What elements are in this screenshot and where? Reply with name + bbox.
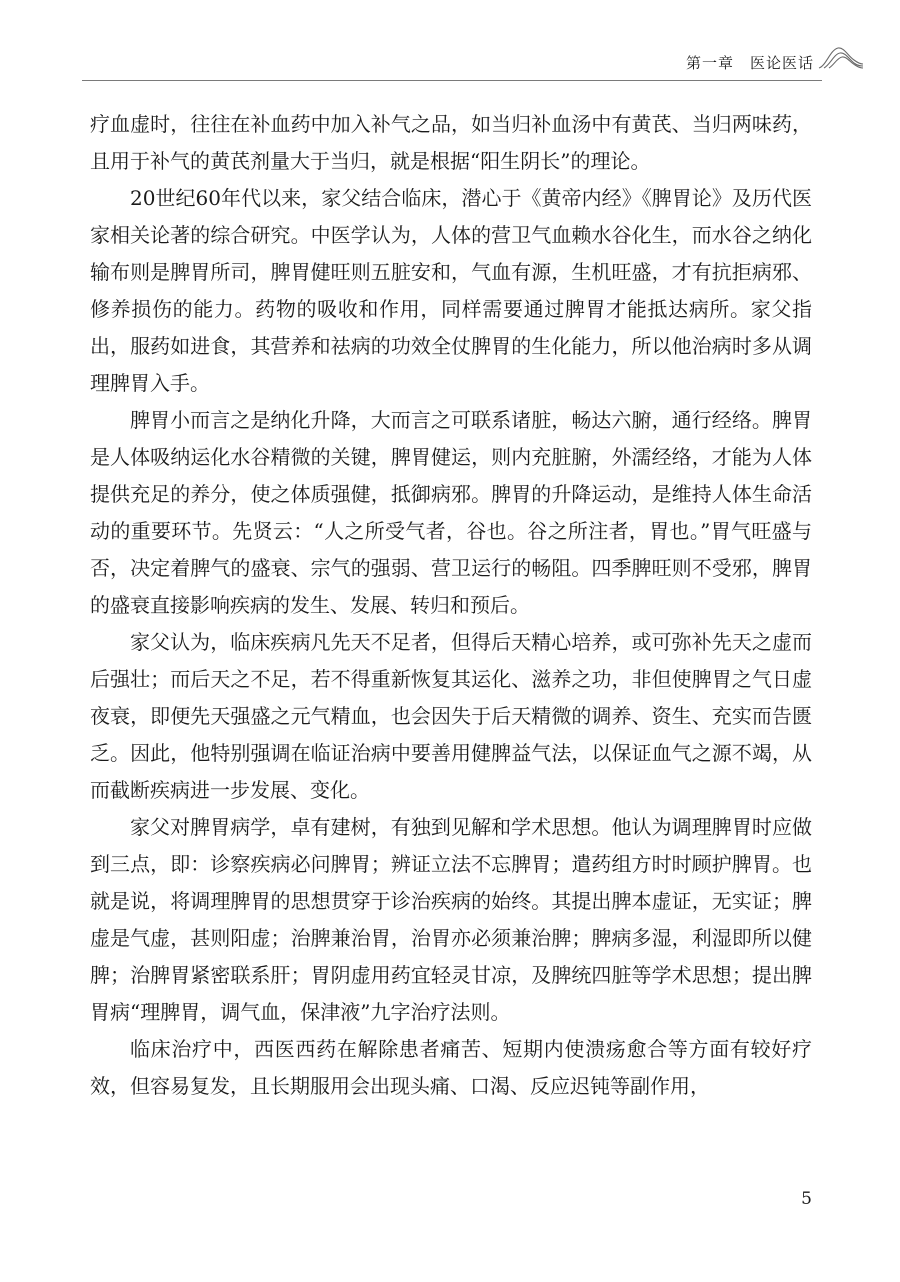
chapter-title: 医论医话 — [749, 54, 814, 72]
paragraph-6: 临床治疗中，西医西药在解除患者痛苦、短期内使溃疡愈合等方面有较好疗效，但容易复发，且长期服用会出现头痛、口渴、反应迟钝等副作用， — [90, 1037, 812, 1098]
paragraph-3: 脾胃小而言之是纳化升降，大而言之可联系诸脏，畅达六腑，通行经络。脾胃是人体吸纳运化水谷精微的关键，脾胃健运，则内充脏腑，外濡经络，才能为人体提供充足的养分，使之体质强健，抵御病邪。脾胃的升降运动，是维持人体生命活动的重要环节。先贤云：“人之所受气者，谷也。谷之所注者，胃也。”胃气旺盛与否，决定着脾气的盛衰、宗气的强弱、营卫运行的畅阻。四季脾旺则不受邪，脾胃的盛衰直接影响疾病的发生、发展、转归和预后。 — [90, 408, 812, 617]
chapter-label: 第一章 — [685, 54, 734, 72]
paragraph-2: 20世纪60年代以来，家父结合临床，潜心于《黄帝内经》《脾胃论》及历代医家相关论著的综合研究。中医学认为，人体的营卫气血赖水谷化生，而水谷之纳化输布则是脾胃所司，脾胃健旺则五脏安和，气血有源，生机旺盛，才有抗拒病邪、修养损伤的能力。药物的吸收和作用，同样需要通过脾胃才能抵达病所。家父指出，服药如进食，其营养和祛病的功效全仗脾胃的生化能力，所以他治病时多从调理脾胃入手。 — [90, 186, 812, 395]
paragraph-1: 疗血虚时，往往在补血药中加入补气之品，如当归补血汤中有黄芪、当归两味药，且用于补气的黄芪剂量大于当归，就是根据“阳生阴长”的理论。 — [90, 112, 812, 173]
paragraph-4: 家父认为，临床疾病凡先天不足者，但得后天精心培养，或可弥补先天之虚而后强壮；而后天之不足，若不得重新恢复其运化、滋养之功，非但使脾胃之气日虚夜衰，即便先天强盛之元气精血，也会因失于后天精微的调养、资生、充实而告匮乏。因此，他特别强调在临证治病中要善用健脾益气法，以保证血气之源不竭，从而截断疾病进一步发展、变化。 — [90, 630, 812, 802]
page-number: 5 — [801, 1189, 812, 1209]
running-head — [686, 52, 814, 73]
body-text — [90, 106, 812, 1105]
mountain-wave-ornament-icon — [818, 44, 864, 72]
header-rule — [82, 80, 822, 81]
paragraph-5: 家父对脾胃病学，卓有建树，有独到见解和学术思想。他认为调理脾胃时应做到三点，即：诊察疾病必问脾胃；辨证立法不忘脾胃；遣药组方时时顾护脾胃。也就是说，将调理脾胃的思想贯穿于诊治疾病的始终。其提出脾本虚证，无实证；脾虚是气虚，甚则阳虚；治脾兼治胃，治胃亦必须兼治脾；脾病多湿，利湿即所以健脾；治脾胃紧密联系肝；胃阴虚用药宜轻灵甘凉，及脾统四脏等学术思想；提出脾胃病“理脾胃，调气血，保津液”九字治疗法则。 — [90, 815, 812, 1024]
